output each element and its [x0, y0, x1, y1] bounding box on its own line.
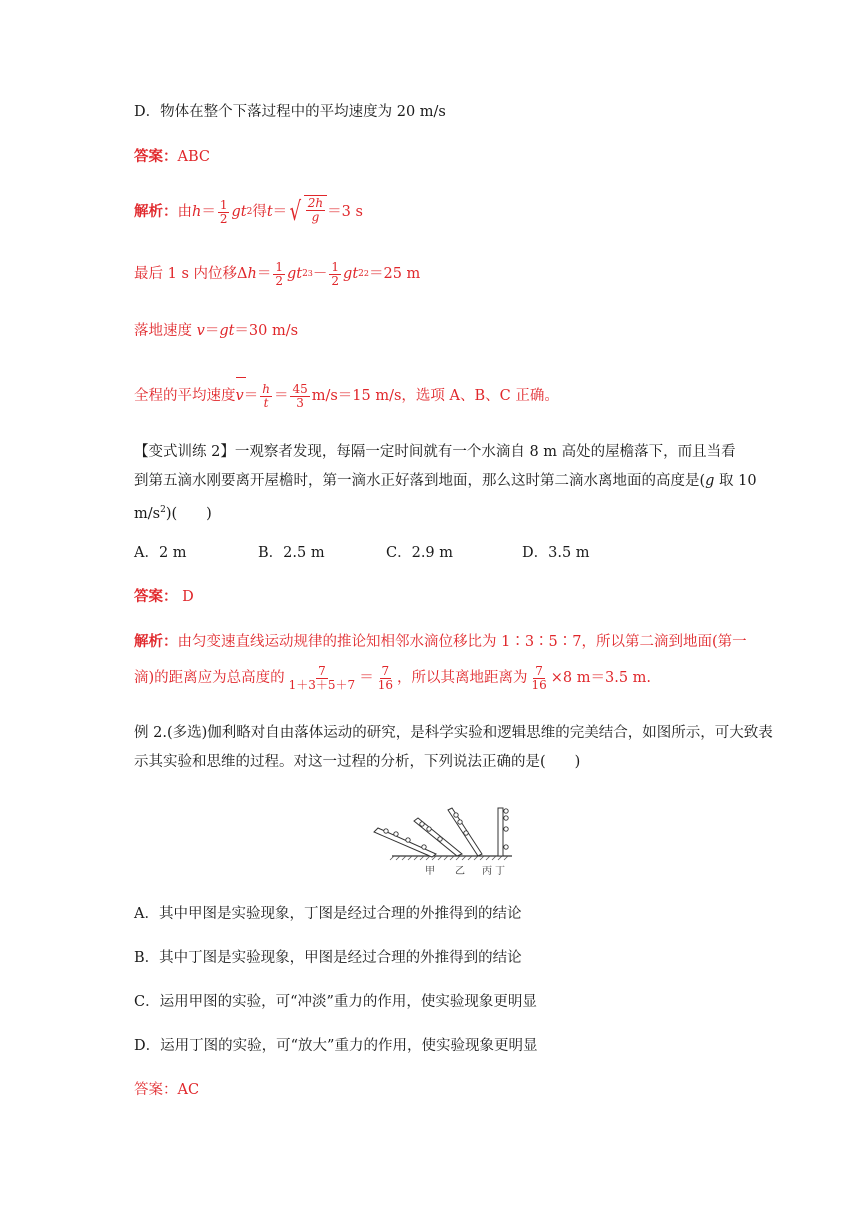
analysis-text: m/s＝15 m/s，选项 A、B、C 正确。	[311, 388, 559, 404]
option-d-text: D．物体在整个下落过程中的平均速度为 20 m/s	[134, 104, 446, 120]
q1-analysis-line1	[134, 192, 363, 232]
math-symbol: －	[312, 266, 328, 282]
example2-option-c: C．运用甲图的实验，可“冲淡”重力的作用，使实验现象更明显	[134, 994, 537, 1010]
q1-answer	[134, 147, 210, 167]
math-symbol: gt	[231, 204, 247, 220]
analysis-text: ＝30 m/s	[234, 323, 299, 339]
drill2-stem-line2: 到第五滴水刚要离开屋檐时，第一滴水正好落到地面，那么这时第二滴水离地面的高度是(g 取 10	[134, 473, 757, 489]
q1-analysis-line3	[134, 321, 298, 341]
q1-analysis-line4	[134, 374, 559, 418]
math-symbol: ＝	[359, 670, 374, 686]
math-symbol: gt	[219, 323, 235, 339]
answer-label: 答案：	[134, 588, 178, 605]
analysis-text: ，所以其离地距离为	[396, 670, 528, 686]
example2-option-b: B．其中丁图是实验现象，甲图是经过合理的外推得到的结论	[134, 950, 522, 966]
drill2-stem-line1: 【变式训练 2】一观察者发现，每隔一定时间就有一个水滴自 8 m 高处的屋檐落下，而且当看	[134, 444, 736, 460]
plane-jia	[374, 828, 436, 857]
fraction: $\frac{7}{1+3+5+7}$	[288, 663, 356, 692]
fraction: $\frac{h}{t}$	[262, 381, 270, 410]
drill2-analysis-line2	[134, 658, 651, 698]
answer-value: D	[177, 589, 194, 605]
analysis-text: ＝3 s	[327, 204, 363, 220]
analysis-text: 最后 1 s 内位移Δ	[134, 266, 248, 282]
label-ding: 丁	[495, 866, 505, 877]
math-symbol: gt	[286, 266, 303, 282]
math-symbol: t	[266, 204, 273, 220]
q1-analysis-line2: 最后 1 s 内位移Δ h ＝ $\frac{1}{2}$ gt 2 3 － $\frac{1}{2}$ gt 2 2 ＝25 m	[134, 259, 421, 288]
example2-option-a: A．其中甲图是实验现象，丁图是经过合理的外推得到的结论	[134, 906, 522, 922]
drill2-option-b: B．2.5 m	[258, 545, 325, 561]
fraction: $\frac{7}{16}$	[531, 663, 547, 692]
analysis-text: ＝25 m	[368, 266, 421, 282]
plane-ding	[498, 808, 508, 856]
analysis-text: 全程的平均速度	[134, 388, 236, 404]
fraction: $\frac{1}{2}$	[275, 259, 283, 288]
analysis-text: 滴)的距离应为总高度的	[134, 670, 285, 686]
analysis-text: ×8 m＝3.5 m.	[550, 670, 652, 686]
exponent: 2	[246, 207, 253, 217]
math-symbol: ＝	[243, 388, 259, 404]
drill2-option-a: A．2 m	[134, 545, 187, 561]
fraction: $\frac{1}{2}$	[219, 197, 228, 226]
square-root: √ $\frac{2h}{g}$	[287, 195, 327, 229]
math-symbol: ＝	[256, 266, 272, 282]
math-symbol: ＝	[272, 204, 288, 220]
drill2-stem-line3: $m/s^2$)( )	[134, 505, 212, 522]
example2-stem-line1: 例 2.(多选)伽利略对自由落体运动的研究，是科学实验和逻辑思维的完美结合，如图所示，可大致表	[134, 725, 773, 741]
math-symbol: h	[192, 204, 202, 220]
drill2-option-c: C．2.9 m	[386, 545, 454, 561]
mean-velocity-symbol: v	[236, 386, 244, 406]
fraction: $\frac{7}{16}$	[377, 663, 393, 692]
example2-option-d: D．运用丁图的实验，可“放大”重力的作用，使实验现象更明显	[134, 1038, 538, 1054]
answer-label: 答案：	[134, 148, 178, 165]
analysis-text: 由匀变速直线运动规律的推论知相邻水滴位移比为 1∶3∶5∶7，所以第二滴到地面(第一	[177, 634, 747, 650]
answer-value: ABC	[177, 149, 210, 165]
example2-answer: 答案：AC	[134, 1082, 200, 1098]
inclined-plane-figure	[370, 796, 520, 880]
analysis-label: 解析：	[134, 203, 178, 220]
analysis-text: 由	[177, 204, 192, 220]
analysis-text: 得	[252, 204, 267, 220]
math-symbol: ＝	[273, 388, 289, 404]
fraction: $\frac{45}{3}$	[292, 381, 308, 410]
example2-stem-line2: 示其实验和思维的过程。对这一过程的分析，下列说法正确的是( )	[134, 754, 581, 770]
fraction: $\frac{1}{2}$	[331, 259, 340, 288]
label-bing: 丙	[482, 866, 492, 877]
analysis-text: 落地速度	[134, 323, 197, 339]
label-jia: 甲	[425, 866, 435, 877]
drill2-option-d: D．3.5 m	[522, 545, 590, 561]
analysis-label: 解析：	[134, 633, 178, 650]
drill2-analysis-line1	[134, 632, 747, 652]
math-symbol: gt	[343, 266, 359, 282]
drill2-answer	[134, 587, 194, 607]
label-yi: 乙	[455, 866, 465, 877]
math-symbol: ＝	[204, 323, 220, 339]
math-symbol: h	[247, 266, 257, 282]
math-symbol: v	[196, 323, 205, 339]
math-symbol: ＝	[201, 204, 216, 220]
